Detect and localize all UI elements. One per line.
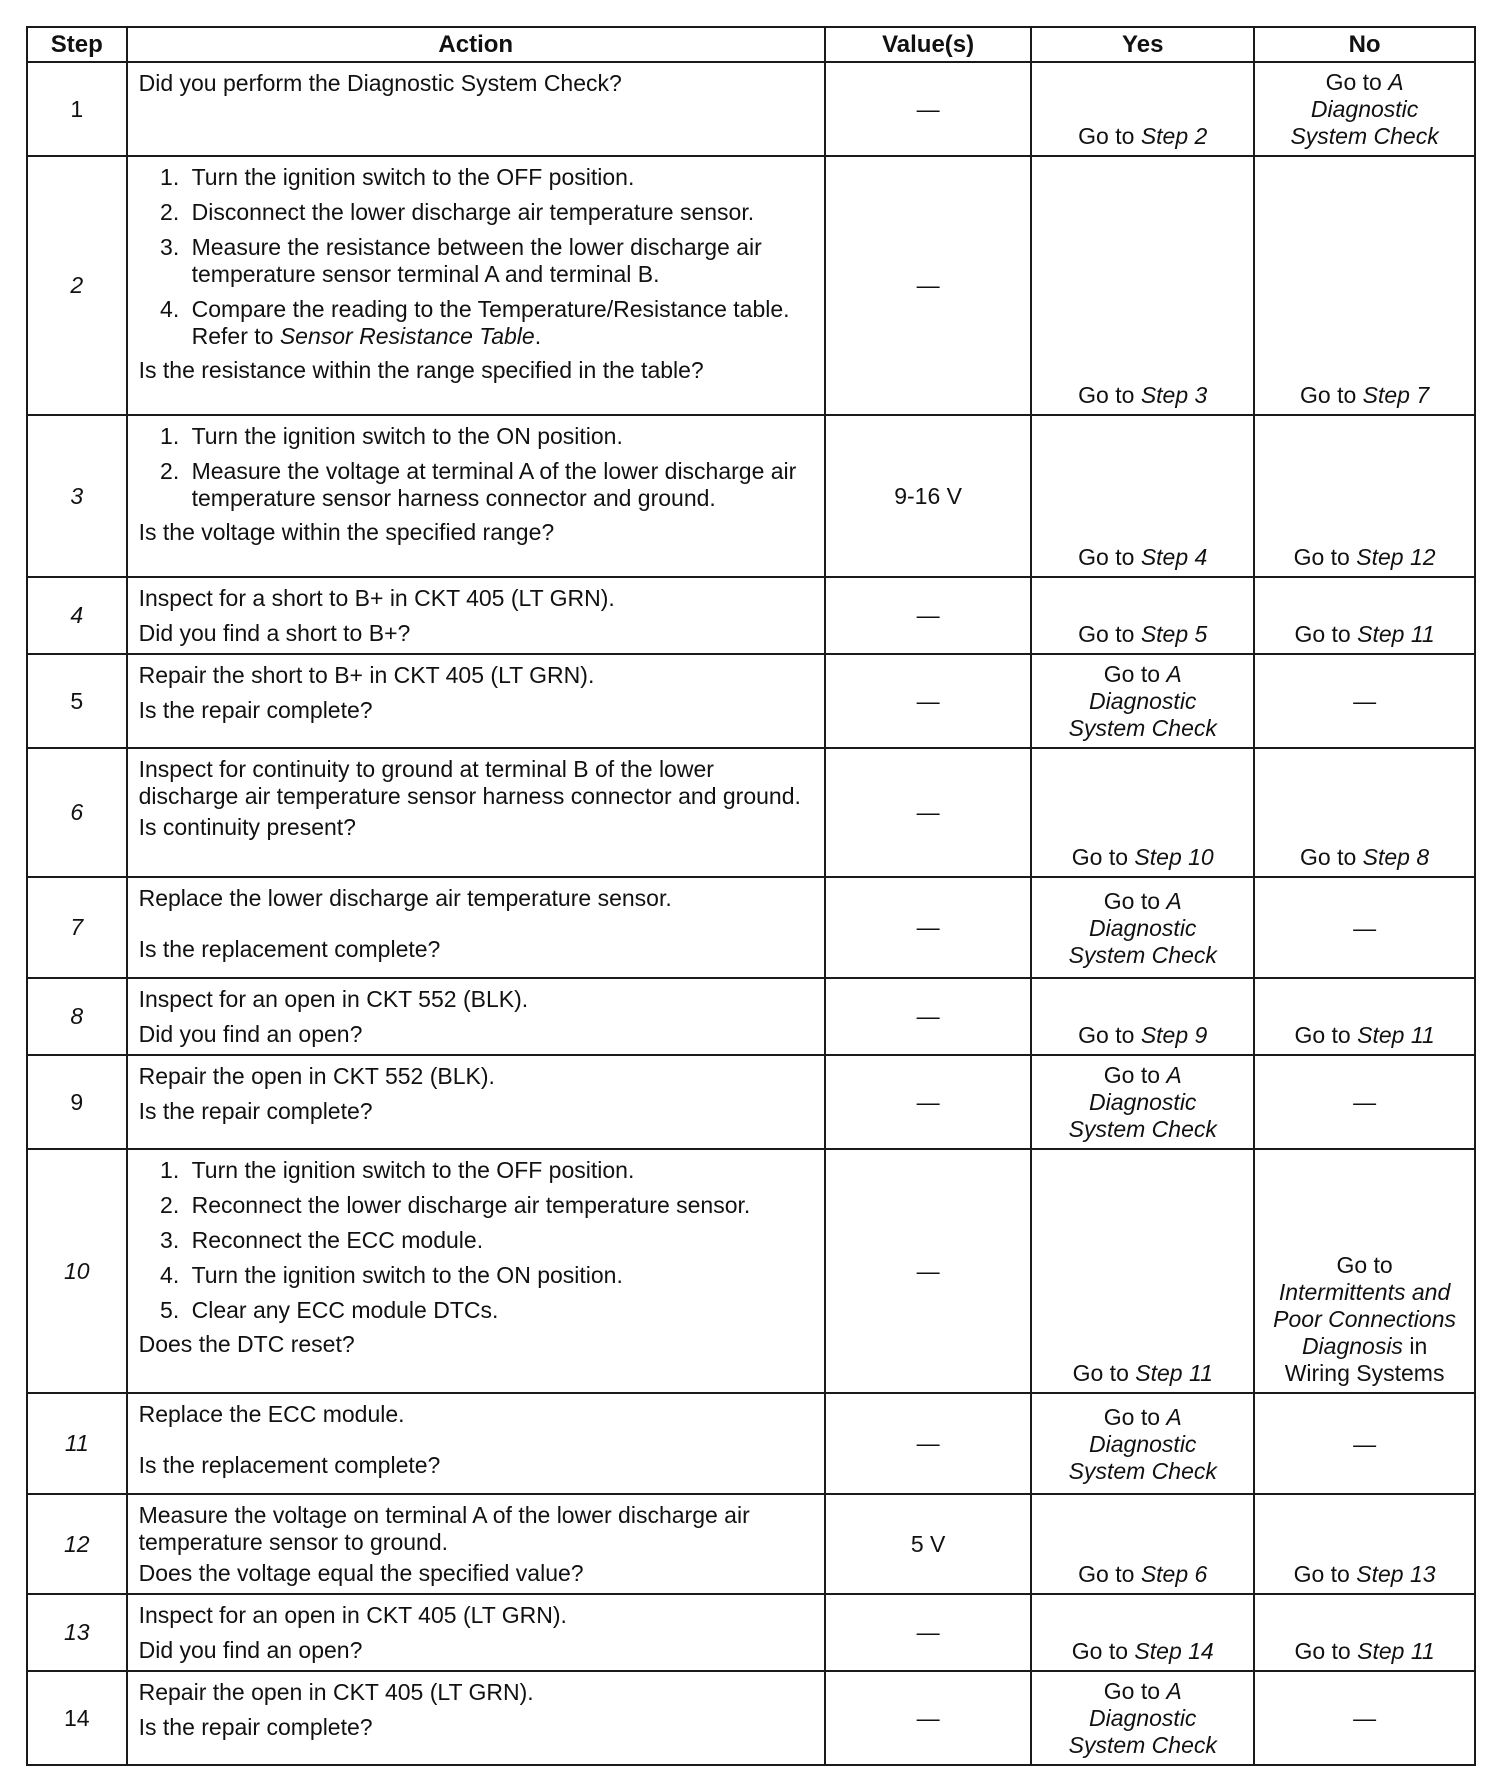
yes-cell — [1031, 62, 1254, 156]
step-word: Step — [1357, 1638, 1405, 1664]
yes-cell — [1031, 1393, 1254, 1494]
dash-value: — — [916, 1088, 940, 1115]
step-word: Step — [1140, 544, 1189, 570]
no-step-link[interactable]: 13 — [1409, 1561, 1436, 1587]
question-text: Did you find an open? — [138, 1637, 363, 1663]
procedure-list — [139, 1157, 816, 1324]
value-cell — [825, 877, 1031, 978]
intermittents-diagnosis-link[interactable]: Intermittents and Poor Connections Diagnosis — [1273, 1279, 1456, 1359]
question-text: Is the repair complete? — [138, 1714, 373, 1740]
adsc-link[interactable]: System Check — [1068, 715, 1217, 741]
dash-value: — — [916, 1257, 940, 1284]
table-row — [27, 978, 1475, 1055]
no-goto — [1294, 621, 1434, 647]
dash-value: — — [916, 95, 940, 122]
no-step-link[interactable]: 7 — [1416, 382, 1430, 408]
yes-goto — [1078, 544, 1207, 570]
adsc-link[interactable]: System Check — [1068, 1732, 1217, 1758]
step-word: Step — [1140, 1561, 1189, 1587]
table-row — [27, 1594, 1475, 1671]
yes-goto — [1078, 621, 1207, 647]
question-text: Is the voltage within the specified range? — [138, 519, 555, 545]
table-row — [27, 654, 1475, 748]
goto-text: Go to — [1078, 1561, 1135, 1587]
step-word: Step — [1357, 1022, 1405, 1048]
goto-text: Go to — [1103, 1403, 1161, 1430]
no-cell — [1254, 1393, 1475, 1494]
table-row — [27, 748, 1475, 877]
value-cell — [825, 62, 1031, 156]
dash-value: — — [1353, 688, 1377, 714]
instruction-text: Inspect for continuity to ground at terminal B of the lower discharge air temperature sensor harness connector and ground. — [138, 756, 801, 809]
no-step-link[interactable]: 12 — [1409, 544, 1436, 570]
adsc-link[interactable]: Diagnostic — [1089, 688, 1197, 714]
value-cell — [825, 748, 1031, 877]
dash-value: — — [916, 687, 940, 714]
instruction-text: Replace the ECC module. — [138, 1401, 405, 1427]
no-step-link[interactable]: 11 — [1410, 1022, 1435, 1048]
action-cell — [127, 577, 825, 654]
instruction-text: Repair the open in CKT 552 (BLK). — [138, 1063, 495, 1089]
header-values: Value(s) — [825, 27, 1031, 62]
step-number: 11 — [27, 1393, 127, 1494]
goto-text: Go to — [1072, 1360, 1129, 1386]
yes-cell — [1031, 1594, 1254, 1671]
step-number: 9 — [27, 1055, 127, 1149]
yes-cell — [1031, 1055, 1254, 1149]
no-cell — [1254, 1594, 1475, 1671]
yes-step-link[interactable]: 6 — [1194, 1561, 1208, 1587]
action-cell — [127, 1671, 825, 1765]
yes-step-link[interactable]: 5 — [1194, 621, 1208, 647]
value-cell — [825, 1149, 1031, 1393]
yes-goto — [1078, 382, 1207, 408]
step-number: 13 — [27, 1594, 127, 1671]
procedure-item: 2. Measure the voltage at terminal A of the lower discharge air temperature sensor harness connector and ground. — [186, 458, 816, 512]
yes-cell — [1031, 1671, 1254, 1765]
value-cell — [825, 1055, 1031, 1149]
goto-text: Go to — [1293, 1561, 1350, 1587]
instruction-text: Inspect for a short to B+ in CKT 405 (LT GRN). — [138, 585, 615, 611]
yes-goto — [1072, 844, 1214, 870]
yes-goto — [1036, 661, 1249, 688]
instruction-text: Measure the voltage on terminal A of the lower discharge air temperature sensor to ground. — [138, 1502, 750, 1555]
no-cell — [1254, 654, 1475, 748]
table-row — [27, 1055, 1475, 1149]
no-cell — [1254, 156, 1475, 415]
no-cell — [1254, 748, 1475, 877]
header-no: No — [1254, 27, 1475, 62]
goto-text: Go to — [1293, 544, 1350, 570]
instruction-text: Replace the lower discharge air temperature sensor. — [138, 885, 672, 911]
procedure-item: 3. Reconnect the ECC module. — [186, 1227, 816, 1254]
procedure-text: Compare the reading to the Temperature/Resistance table. Refer to — [191, 296, 790, 349]
no-goto — [1259, 69, 1470, 96]
no-cell — [1254, 1055, 1475, 1149]
step-number: 6 — [27, 748, 127, 877]
table-row — [27, 156, 1475, 415]
yes-cell — [1031, 748, 1254, 877]
value-cell — [825, 1594, 1031, 1671]
goto-text: Go to — [1336, 1252, 1393, 1278]
goto-text: Go to — [1294, 1022, 1351, 1048]
action-cell — [127, 978, 825, 1055]
step-word: Step — [1356, 544, 1404, 570]
dash-value: — — [916, 914, 940, 940]
yes-cell — [1031, 1149, 1254, 1393]
procedure-text: . — [534, 323, 542, 349]
procedure-item: 2. Reconnect the lower discharge air temperature sensor. — [186, 1192, 816, 1219]
no-goto — [1294, 1561, 1436, 1587]
action-cell — [127, 415, 825, 577]
step-word: Step — [1140, 382, 1189, 408]
yes-cell — [1031, 156, 1254, 415]
goto-text: Go to — [1078, 1022, 1135, 1048]
action-cell — [127, 748, 825, 877]
procedure-item — [186, 296, 816, 350]
dash-value: — — [916, 272, 940, 298]
action-cell — [127, 654, 825, 748]
question-text: Is the replacement complete? — [138, 1452, 441, 1478]
step-number: 14 — [27, 1671, 127, 1765]
instruction-text: Inspect for an open in CKT 405 (LT GRN). — [138, 1602, 567, 1628]
step-number: 8 — [27, 978, 127, 1055]
yes-step-link[interactable]: 2 — [1194, 123, 1208, 149]
step-word: Step — [1140, 621, 1189, 647]
value-cell — [825, 156, 1031, 415]
sensor-resistance-table-link[interactable]: Sensor Resistance Table — [279, 323, 535, 349]
dash-value: — — [1353, 1705, 1377, 1731]
table-row — [27, 577, 1475, 654]
table-row — [27, 1494, 1475, 1594]
no-cell — [1254, 1494, 1475, 1594]
adsc-link[interactable]: System Check — [1068, 1457, 1217, 1484]
question-text: Did you find a short to B+? — [138, 620, 411, 646]
dash-value: — — [916, 602, 940, 628]
diagnostic-table — [26, 26, 1476, 1766]
adsc-link[interactable]: System Check — [1068, 941, 1217, 968]
action-cell — [127, 1594, 825, 1671]
dash-value: — — [1353, 1089, 1377, 1115]
table-row — [27, 1671, 1475, 1765]
value-cell — [825, 1393, 1031, 1494]
action-cell — [127, 877, 825, 978]
no-step-link[interactable]: 8 — [1416, 844, 1430, 870]
goto-text: Go to — [1071, 1638, 1129, 1664]
step-word: Step — [1362, 844, 1410, 870]
no-cell — [1254, 577, 1475, 654]
goto-text: Go to — [1078, 382, 1135, 408]
step-number: 1 — [27, 62, 127, 156]
adsc-link[interactable]: Diagnostic — [1310, 96, 1419, 122]
step-word: Step — [1134, 1638, 1182, 1664]
value-cell — [825, 654, 1031, 748]
procedure-item: 2. Disconnect the lower discharge air temperature sensor. — [186, 199, 816, 226]
instruction-text: Repair the open in CKT 405 (LT GRN). — [138, 1679, 534, 1705]
no-step-link[interactable]: 11 — [1410, 1638, 1435, 1664]
goto-text: Go to — [1294, 1638, 1351, 1664]
yes-goto — [1072, 1638, 1214, 1664]
step-number: 3 — [27, 415, 127, 577]
adsc-link[interactable]: Diagnostic — [1089, 1089, 1197, 1115]
yes-cell — [1031, 978, 1254, 1055]
instruction-text: Inspect for an open in CKT 552 (BLK). — [138, 986, 529, 1012]
yes-step-link[interactable]: 11 — [1188, 1360, 1213, 1386]
header-action: Action — [127, 27, 825, 62]
no-step-link[interactable]: 11 — [1410, 621, 1435, 647]
no-cell — [1254, 62, 1475, 156]
step-number: 7 — [27, 877, 127, 978]
yes-goto — [1036, 1678, 1249, 1705]
goto-text: Go to — [1103, 661, 1161, 687]
goto-text: Go to — [1078, 621, 1135, 647]
yes-step-link[interactable]: 3 — [1194, 382, 1208, 408]
value-cell: 9-16 V — [825, 415, 1031, 577]
adsc-a[interactable]: A — [1166, 1403, 1182, 1430]
goto-text: Go to — [1103, 887, 1161, 914]
goto-text: Go to — [1078, 123, 1135, 149]
question-text: Does the DTC reset? — [138, 1331, 355, 1357]
no-cell — [1254, 1671, 1475, 1765]
dash-value: — — [916, 1430, 940, 1456]
step-word: Step — [1135, 1360, 1183, 1386]
step-word: Step — [1357, 621, 1405, 647]
procedure-item: 3. Measure the resistance between the lower discharge air temperature sensor terminal A and terminal B. — [186, 234, 816, 288]
goto-text: Go to — [1294, 621, 1351, 647]
no-goto — [1294, 1022, 1434, 1048]
table-row — [27, 62, 1475, 156]
adsc-link[interactable]: Diagnostic — [1089, 1705, 1197, 1731]
dash-value: — — [916, 1003, 940, 1029]
goto-text: Go to — [1103, 1678, 1161, 1704]
yes-goto — [1078, 1022, 1207, 1048]
question-text: Did you perform the Diagnostic System Check? — [138, 70, 622, 96]
no-cell — [1254, 978, 1475, 1055]
procedure-item: 1. Turn the ignition switch to the ON position. — [186, 423, 816, 450]
no-goto — [1300, 382, 1429, 408]
table-row — [27, 877, 1475, 978]
value-cell — [825, 1671, 1031, 1765]
yes-cell — [1031, 1494, 1254, 1594]
action-cell — [127, 62, 825, 156]
yes-goto — [1036, 888, 1249, 915]
goto-text: Go to — [1103, 1062, 1161, 1088]
value-cell — [825, 577, 1031, 654]
no-goto — [1294, 544, 1436, 570]
adsc-a[interactable]: A — [1388, 69, 1404, 95]
goto-text: Go to — [1078, 544, 1135, 570]
yes-goto — [1073, 1360, 1213, 1386]
yes-cell — [1031, 877, 1254, 978]
question-text: Is the resistance within the range specified in the table? — [138, 357, 704, 383]
adsc-a[interactable]: A — [1166, 1062, 1182, 1088]
dash-value: — — [916, 1704, 940, 1731]
step-number: 4 — [27, 577, 127, 654]
no-goto — [1300, 844, 1429, 870]
adsc-a[interactable]: A — [1166, 887, 1182, 914]
goto-text: Go to — [1300, 844, 1357, 870]
step-word: Step — [1140, 123, 1189, 149]
question-text: Is the repair complete? — [138, 1098, 373, 1124]
header-step: Step — [27, 27, 127, 62]
procedure-item: 5. Clear any ECC module DTCs. — [186, 1297, 816, 1324]
instruction-text: Repair the short to B+ in CKT 405 (LT GRN). — [138, 662, 595, 688]
goto-text: Go to — [1300, 382, 1357, 408]
yes-step-link[interactable]: 4 — [1194, 544, 1208, 570]
procedure-item: 4. Turn the ignition switch to the ON position. — [186, 1262, 816, 1289]
no-cell — [1254, 877, 1475, 978]
step-number: 2 — [27, 156, 127, 415]
adsc-link[interactable]: System Check — [1290, 123, 1439, 149]
dash-value: — — [916, 1619, 940, 1645]
yes-cell — [1031, 577, 1254, 654]
table-row — [27, 1393, 1475, 1494]
adsc-a[interactable]: A — [1166, 1678, 1182, 1704]
action-cell — [127, 156, 825, 415]
yes-step-link[interactable]: 9 — [1194, 1022, 1208, 1048]
dash-value: — — [1353, 914, 1377, 941]
yes-goto — [1078, 123, 1207, 149]
table-row — [27, 1149, 1475, 1393]
action-cell — [127, 1494, 825, 1594]
no-goto — [1294, 1638, 1434, 1664]
wiring-systems-text: Wiring Systems — [1284, 1360, 1445, 1386]
question-text: Is continuity present? — [138, 814, 356, 840]
goto-text: Go to — [1325, 69, 1382, 95]
goto-text: Go to — [1071, 844, 1129, 870]
in-text: in — [1409, 1333, 1428, 1359]
adsc-link[interactable]: System Check — [1068, 1116, 1217, 1142]
yes-goto — [1078, 1561, 1207, 1587]
question-text: Did you find an open? — [138, 1021, 363, 1047]
action-cell — [127, 1393, 825, 1494]
dash-value: — — [1353, 1430, 1377, 1457]
question-text: Is the repair complete? — [138, 697, 373, 723]
adsc-a[interactable]: A — [1166, 661, 1182, 687]
no-cell — [1254, 415, 1475, 577]
question-text: Is the replacement complete? — [138, 936, 441, 962]
table-header-row — [27, 27, 1475, 62]
step-number: 5 — [27, 654, 127, 748]
value-cell: 5 V — [825, 1494, 1031, 1594]
header-yes: Yes — [1031, 27, 1254, 62]
yes-step-link[interactable]: 10 — [1188, 844, 1214, 870]
yes-cell — [1031, 654, 1254, 748]
yes-cell — [1031, 415, 1254, 577]
step-number: 12 — [27, 1494, 127, 1594]
adsc-link[interactable]: Diagnostic — [1089, 914, 1197, 941]
yes-step-link[interactable]: 14 — [1188, 1638, 1214, 1664]
step-word: Step — [1134, 844, 1182, 870]
step-word: Step — [1140, 1022, 1189, 1048]
step-word: Step — [1362, 382, 1410, 408]
procedure-list — [139, 164, 816, 350]
value-cell — [825, 978, 1031, 1055]
action-cell — [127, 1055, 825, 1149]
no-cell — [1254, 1149, 1475, 1393]
adsc-link[interactable]: Diagnostic — [1089, 1430, 1197, 1457]
procedure-list — [139, 423, 816, 512]
yes-goto — [1036, 1404, 1249, 1431]
yes-goto — [1036, 1062, 1249, 1089]
step-number: 10 — [27, 1149, 127, 1393]
step-word: Step — [1356, 1561, 1404, 1587]
question-text: Does the voltage equal the specified value? — [138, 1560, 584, 1586]
dash-value: — — [916, 799, 940, 825]
action-cell — [127, 1149, 825, 1393]
procedure-item: 1. Turn the ignition switch to the OFF position. — [186, 164, 816, 191]
procedure-item: 1. Turn the ignition switch to the OFF position. — [186, 1157, 816, 1184]
table-row — [27, 415, 1475, 577]
